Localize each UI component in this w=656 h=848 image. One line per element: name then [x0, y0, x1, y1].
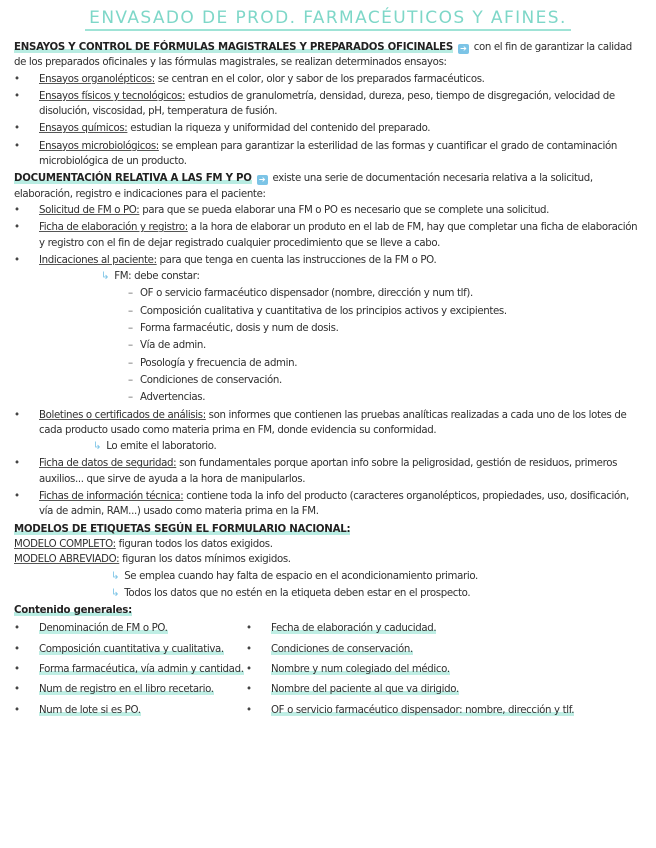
list-item: • Ensayos microbiológicos: se emplean para garantizar la esterilidad de las formas y cuantificar el grado de contaminación microbiológica de un producto.	[14, 139, 640, 170]
contenido-column-right	[246, 620, 626, 722]
page-title: ENVASADO DE PROD. FARMACÉUTICOS Y AFINES.	[0, 6, 656, 32]
modelo-abreviado: MODELO ABREVIADO: figuran los datos mínimos exigidos.	[14, 554, 291, 566]
turn-right-arrow-icon: ↳	[101, 271, 110, 283]
dash-icon: –	[128, 340, 133, 352]
list-item: – OF o servicio farmacéutico dispensador (nombre, dirección y num tlf).	[128, 286, 640, 301]
list-item: – Advertencias.	[128, 390, 640, 405]
list-item: • Denominación de FM o PO.	[14, 621, 246, 636]
dash-icon: –	[128, 357, 133, 369]
list-item: • Fichas de información técnica: contiene toda la info del producto (caracteres organolépticos, propiedades, uso, dosificación, vía de admin, RAM...) usado como materia prima en la FM.	[14, 489, 640, 520]
dash-icon: –	[128, 392, 133, 404]
list-item: • Ficha de datos de seguridad: son fundamentales porque aportan info sobre la peligrosidad, gestión de residuos, primeros auxilios... que sirve de ayuda a la hora de manipularlos.	[14, 456, 640, 487]
list-item: • Boletines o certificados de análisis: son informes que contienen las pruebas analíticas realizadas a cada uno de los lotes de cada producto usado como materia prima en FM, donde evidencia su conformidad. ↳ Lo emite el laboratorio.	[14, 408, 640, 455]
list-item: • Ensayos físicos y tecnológicos: estudios de granulometría, densidad, dureza, peso, tiempo de disgregación, velocidad de disolución, viscosidad, pH, temperatura de fusión.	[14, 89, 640, 120]
list-item: • Nombre del paciente al que va dirigido.	[246, 682, 626, 697]
section-documentacion-intro: DOCUMENTACIÓN RELATIVA A LAS FM Y PO ➔ existe una serie de documentación necesaria relativa a la solicitud, elaboración, registro e indicaciones para el paciente:	[14, 173, 593, 200]
contenido-generales	[14, 603, 640, 618]
contenido-list-left	[14, 621, 246, 717]
list-item: • Indicaciones al paciente: para que tenga en cuenta las instrucciones de la FM o PO. ↳ FM: debe constar:	[14, 253, 640, 285]
list-item: • Num de lote si es PO.	[14, 703, 246, 718]
turn-right-arrow-icon: ↳	[111, 587, 120, 599]
dash-icon: –	[128, 288, 133, 300]
arrow-right-icon: ➔	[458, 44, 469, 54]
section-heading-ensayos: ENSAYOS Y CONTROL DE FÓRMULAS MAGISTRALES Y PREPARADOS OFICINALES	[14, 42, 453, 53]
documentacion-list	[14, 203, 640, 284]
abreviado-note-1: ↳ Se emplea cuando hay falta de espacio en el acondicionamiento primario.	[14, 569, 640, 584]
documentacion-list-continued	[14, 408, 640, 520]
list-item: • Ficha de elaboración y registro: a la hora de elaborar un produto en el lab de FM, hay que completar una ficha de elaboración y registro con el fin de dejar registrado cualquier procedimiento que se lleve a cabo.	[14, 220, 640, 251]
dash-icon: –	[128, 323, 133, 335]
dash-icon: –	[128, 374, 133, 386]
list-item: – Vía de admin.	[128, 338, 640, 353]
list-item: • Ensayos organolépticos: se centran en el color, olor y sabor de los preparados farmacéuticos.	[14, 72, 640, 87]
section-ensayos-intro: ENSAYOS Y CONTROL DE FÓRMULAS MAGISTRALES Y PREPARADOS OFICINALES ➔ con el fin de garantizar la calidad de los preparados oficinales y las fórmulas magistrales, se realizan determinados ensayos:	[14, 42, 632, 69]
list-item: • Num de registro en el libro recetario.	[14, 682, 246, 697]
abreviado-note-2: ↳ Todos los datos que no estén en la etiqueta deben estar en el prospecto.	[14, 586, 640, 601]
section-heading-etiquetas: MODELOS DE ETIQUETAS SEGÚN EL FORMULARIO NACIONAL:	[14, 523, 351, 535]
modelo-completo: MODELO COMPLETO: figuran todos los datos exigidos.	[14, 538, 273, 550]
dash-icon: –	[128, 305, 133, 317]
list-item: – Condiciones de conservación.	[128, 373, 640, 388]
contenido-columns	[14, 620, 640, 722]
list-item: • Nombre y num colegiado del médico.	[246, 662, 626, 677]
content	[14, 40, 640, 723]
section-etiquetas	[14, 522, 640, 537]
list-item: • Ensayos químicos: estudian la riqueza y uniformidad del contenido del preparado.	[14, 121, 640, 136]
list-item: – Composición cualitativa y cuantitativa de los principios activos y excipientes.	[128, 304, 640, 319]
turn-right-arrow-icon: ↳	[93, 441, 102, 453]
turn-right-arrow-icon: ↳	[111, 570, 120, 582]
fm-label-row: ↳ FM: debe constar:	[39, 269, 640, 284]
list-item: • Composición cuantitativa y cualitativa.	[14, 642, 246, 657]
fm-requirements-list	[14, 286, 640, 405]
list-item: • Fecha de elaboración y caducidad.	[246, 621, 626, 636]
section-heading-documentacion: DOCUMENTACIÓN RELATIVA A LAS FM Y PO	[14, 173, 252, 185]
list-item: • OF o servicio farmacéutico dispensador: nombre, dirección y tlf.	[246, 703, 626, 718]
list-item: – Posología y frecuencia de admin.	[128, 356, 640, 371]
list-item: • Solicitud de FM o PO: para que se pueda elaborar una FM o PO es necesario que se complete una solicitud.	[14, 203, 640, 218]
subheading-contenido: Contenido generales:	[14, 605, 132, 617]
list-item: • Forma farmacéutica, vía admin y cantidad.	[14, 662, 246, 677]
arrow-right-icon: ➔	[257, 175, 268, 185]
contenido-column-left	[14, 620, 246, 722]
ensayos-list	[14, 72, 640, 170]
boletines-note: ↳ Lo emite el laboratorio.	[39, 439, 640, 454]
contenido-list-right	[246, 621, 626, 717]
list-item: • Condiciones de conservación.	[246, 642, 626, 657]
list-item: – Forma farmacéutic, dosis y num de dosis.	[128, 321, 640, 336]
